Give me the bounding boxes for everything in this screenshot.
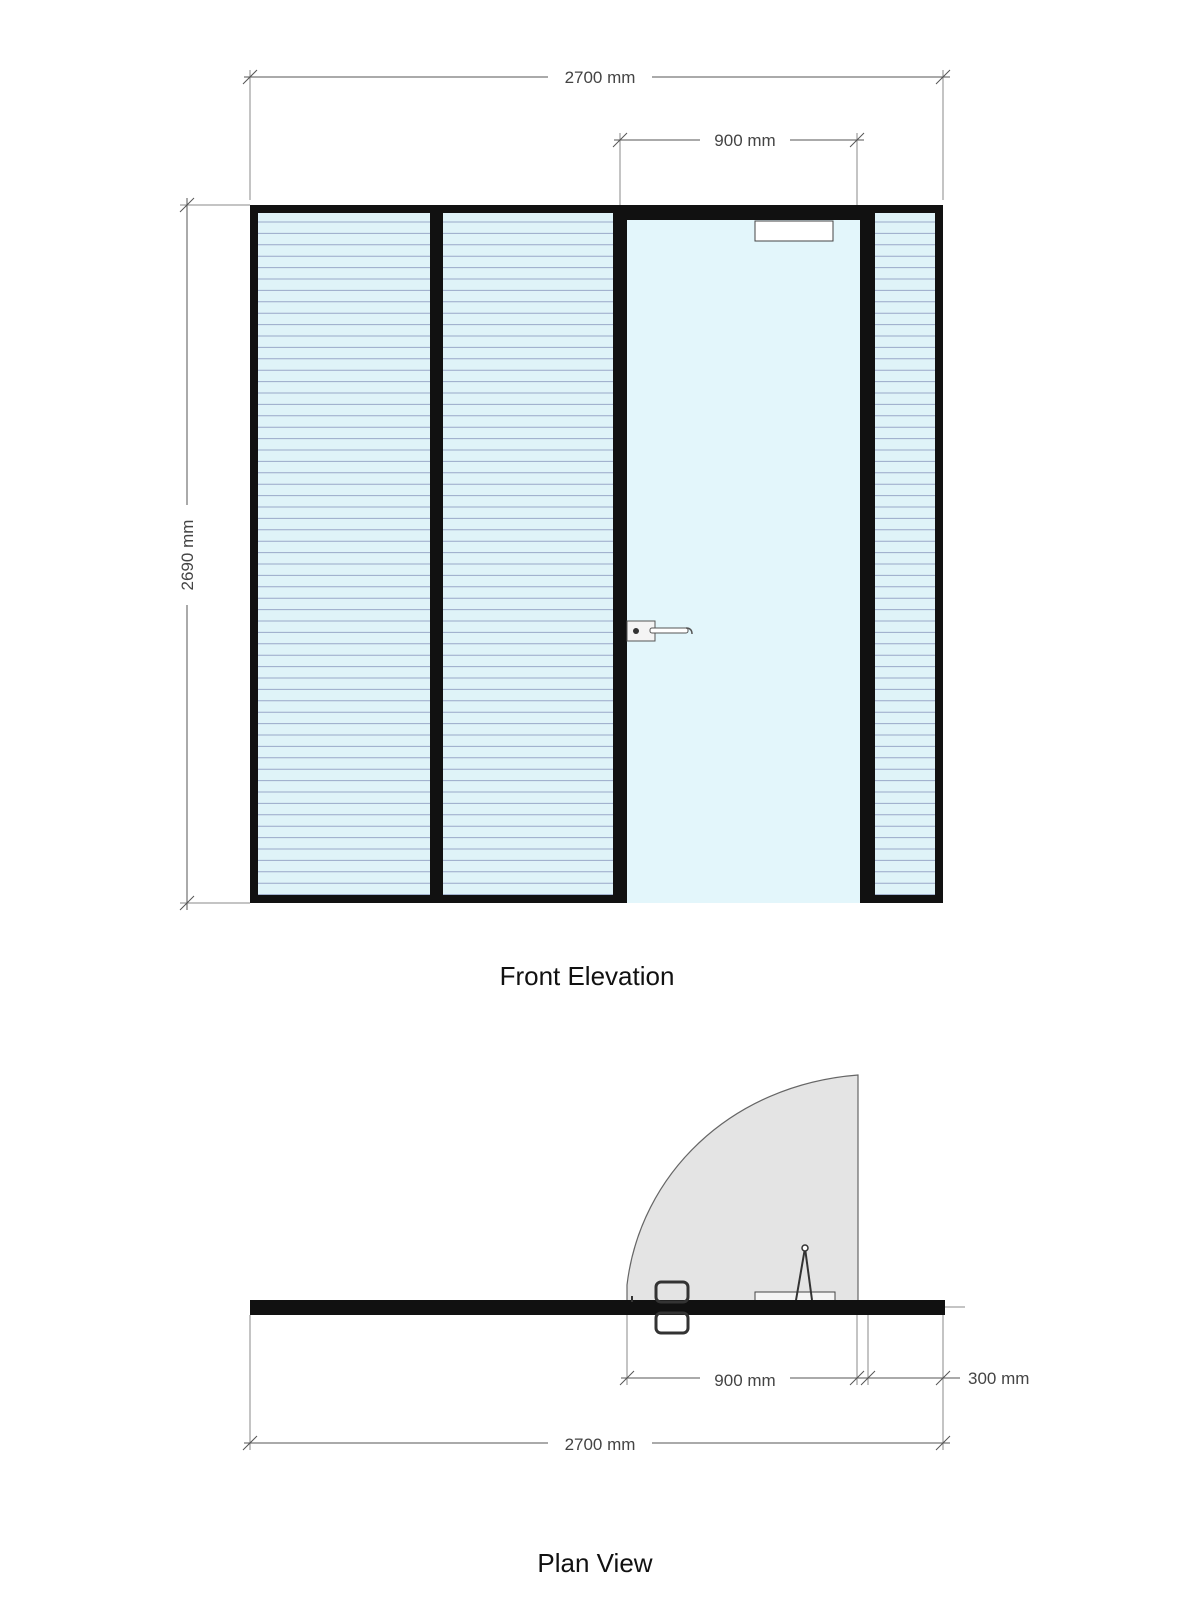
plan-door-width-dimension [620,1370,864,1390]
door-closer [755,221,833,241]
plan-door-width-label: 900 mm [714,1371,776,1390]
glass-panel-2 [443,213,613,895]
plan-overall-width-dimension [243,1433,950,1455]
front-elevation [176,66,950,991]
plan-view [243,1075,1029,1578]
height-label: 2690 mm [178,519,197,591]
glass-panel-1 [258,213,430,895]
plan-wall-line [250,1300,965,1315]
plan-view-caption: Plan View [537,1548,653,1578]
door-glass-panel [627,220,860,903]
plan-extension-lines [250,1315,943,1450]
door-width-label: 900 mm [714,131,776,150]
door-width-dimension [613,129,864,205]
plan-side-panel-dimension [861,1369,1029,1388]
height-dimension [176,198,250,910]
front-elevation-caption: Front Elevation [499,961,675,991]
overall-width-dimension [243,66,950,200]
overall-width-label: 2700 mm [564,68,636,87]
glass-panel-side [875,213,935,895]
plan-side-panel-label: 300 mm [968,1369,1030,1388]
plan-overall-width-label: 2700 mm [564,1435,636,1454]
door-swing-area [627,1075,858,1308]
